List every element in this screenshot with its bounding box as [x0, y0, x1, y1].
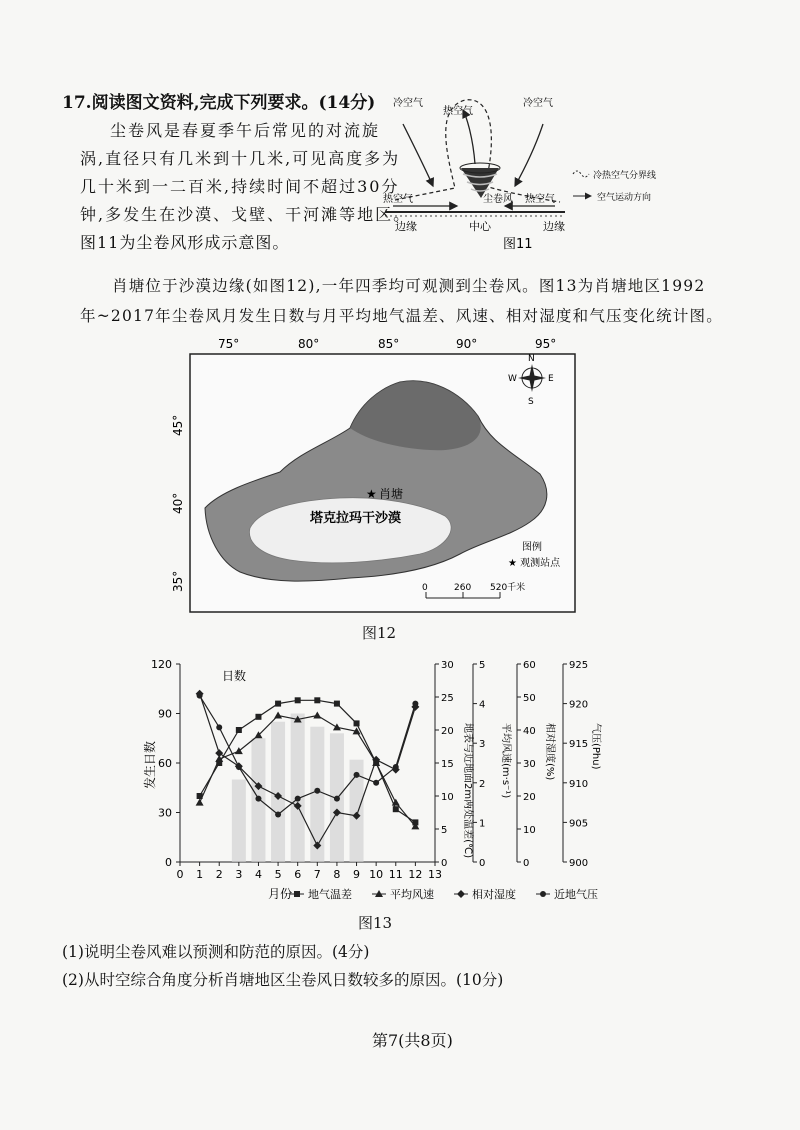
right-tick-label: 25 [441, 693, 454, 704]
right-tick-label: 0 [441, 858, 448, 869]
svg-text:0: 0 [422, 583, 428, 593]
point-3 [275, 811, 281, 817]
lon-95: 95° [535, 337, 557, 351]
svg-text:260: 260 [454, 583, 472, 593]
point-2 [215, 749, 223, 757]
label-hot-left: 热空气 [383, 194, 413, 205]
right-tick-label: 915 [569, 739, 589, 751]
right-tick-label: 925 [569, 660, 589, 671]
right-tick-label: 4 [479, 699, 486, 711]
fig13-caption: 图13 [358, 914, 393, 932]
paragraph-line-1: 肖塘位于沙漠边缘(如图12),一年四季均可观测到尘卷风。图13为肖塘地区1992 [112, 277, 706, 295]
svg-text:N: N [528, 354, 535, 364]
svg-text:520千米: 520千米 [490, 583, 526, 593]
legend-label-3: 近地气压 [554, 888, 598, 901]
lat-45: 45° [171, 414, 185, 436]
point-3 [334, 796, 340, 802]
right-tick-label: 30 [441, 660, 454, 671]
label-dust: 尘卷风 [483, 194, 513, 205]
point-3 [412, 701, 418, 707]
point-3 [197, 693, 203, 699]
point-3 [373, 780, 379, 786]
label-cold-left: 冷空气 [393, 98, 423, 109]
map-legend-item: ★ 观测站点 [508, 558, 561, 569]
station-star: ★ [366, 487, 377, 501]
fig11-diagram [375, 88, 680, 258]
x-tick-label: 4 [254, 868, 262, 881]
left-axis-title: 发生日数 [143, 740, 157, 789]
left-tick-label: 120 [151, 658, 172, 671]
intro-line-3: 几十米到一二百米,持续时间不超过30分 [80, 177, 400, 196]
cold-air-arrow-right [515, 124, 543, 186]
label-edge-left: 边缘 [395, 220, 417, 233]
left-tick-label: 30 [158, 806, 172, 820]
lon-80: 80° [298, 337, 320, 351]
cold-air-arrow-left [403, 124, 433, 186]
station-label: 肖塘 [379, 487, 404, 501]
right-axis-title: 气压(Phu) [590, 723, 601, 770]
point-0 [275, 701, 281, 707]
bar-days [232, 780, 246, 863]
legend-airflow: 空气运动方向 [597, 193, 652, 203]
x-axis-title: 月份 [268, 887, 293, 901]
x-tick-label: 10 [369, 868, 384, 881]
lon-85: 85° [378, 337, 400, 351]
right-axis-title: 地表与近地面2m两处温差(℃) [462, 723, 473, 859]
fig12-map [160, 332, 590, 632]
x-tick-label: 9 [353, 868, 361, 881]
right-tick-label: 910 [569, 778, 589, 790]
desert-label: 塔克拉玛干沙漠 [310, 511, 402, 526]
lon-90: 90° [456, 337, 478, 351]
intro-line-5: 图11为尘卷风形成示意图。 [80, 233, 290, 252]
x-tick-label: 6 [294, 868, 302, 881]
right-axis-title: 平均风速(m·s⁻¹) [500, 723, 511, 799]
legend-marker-3 [540, 891, 546, 897]
point-3 [354, 772, 360, 778]
point-3 [295, 796, 301, 802]
right-tick-label: 5 [441, 825, 448, 836]
right-tick-label: 15 [441, 759, 454, 770]
right-tick-label: 40 [523, 726, 536, 737]
right-tick-label: 2 [479, 778, 486, 790]
label-hot-right: 热空气 [525, 194, 555, 205]
bar-days [291, 714, 305, 863]
svg-text:S: S [528, 397, 534, 407]
label-cold-right: 冷空气 [523, 98, 553, 109]
right-tick-label: 905 [569, 818, 589, 830]
point-0 [236, 727, 242, 733]
point-3 [314, 788, 320, 794]
right-tick-label: 5 [479, 660, 486, 671]
legend-label-2: 相对湿度 [472, 888, 516, 901]
fig12-caption: 图12 [362, 624, 397, 642]
point-0 [393, 806, 399, 812]
point-0 [354, 720, 360, 726]
lon-75: 75° [218, 337, 240, 351]
x-tick-label: 3 [235, 868, 243, 881]
svg-text:W: W [508, 374, 517, 384]
left-tick-label: 60 [158, 757, 172, 770]
intro-line-2: 涡,直径只有几米到十几米,可见高度多为 [80, 149, 401, 168]
right-tick-label: 920 [569, 699, 589, 711]
chart-title: 日数 [222, 669, 247, 683]
sub-question-1: (1)说明尘卷风难以预测和防范的原因。(4分) [62, 943, 370, 961]
rising-air-arrow [463, 110, 475, 164]
left-tick-label: 0 [165, 856, 172, 869]
fig13-chart [140, 652, 620, 912]
page-footer: 第7(共8页) [372, 1031, 453, 1050]
right-tick-label: 30 [523, 759, 536, 770]
svg-text:E: E [548, 374, 554, 384]
point-1 [196, 799, 204, 806]
sub-question-2: (2)从时空综合角度分析肖塘地区尘卷风日数较多的原因。(10分) [62, 971, 504, 989]
right-tick-label: 1 [479, 818, 486, 830]
right-tick-label: 3 [479, 739, 486, 751]
map-legend-title: 图例 [522, 542, 542, 553]
question-header: 17.阅读图文资料,完成下列要求。(14分) [62, 93, 376, 113]
legend-boundary: 冷热空气分界线 [593, 171, 657, 181]
point-3 [393, 764, 399, 770]
point-0 [255, 714, 261, 720]
label-center: 中心 [469, 220, 491, 233]
x-tick-label: 5 [274, 868, 282, 881]
x-tick-label: 11 [388, 868, 403, 881]
right-tick-label: 50 [523, 693, 536, 704]
intro-line-4: 钟,多发生在沙漠、戈壁、干河滩等地区。 [80, 205, 412, 224]
intro-line-1: 尘卷风是春夏季午后常见的对流旋 [110, 121, 381, 140]
fig11-caption: 图11 [503, 237, 533, 252]
point-3 [216, 724, 222, 730]
label-hot-top: 热空气 [443, 106, 473, 117]
point-1 [333, 723, 341, 730]
right-tick-label: 10 [523, 825, 536, 836]
x-tick-label: 8 [333, 868, 341, 881]
paragraph-line-2: 年~2017年尘卷风月发生日数与月平均地气温差、风速、相对湿度和气压变化统计图。 [80, 307, 723, 325]
x-tick-label: 1 [196, 868, 204, 881]
x-tick-label: 13 [428, 868, 442, 881]
legend-marker-0 [294, 891, 300, 897]
point-0 [295, 697, 301, 703]
x-tick-label: 7 [313, 868, 321, 881]
right-tick-label: 900 [569, 858, 589, 869]
label-edge-right: 边缘 [543, 220, 565, 233]
legend-marker-2 [457, 890, 465, 898]
legend-label-1: 平均风速 [390, 888, 434, 901]
right-tick-label: 10 [441, 792, 454, 803]
x-tick-label: 2 [215, 868, 223, 881]
right-axis-title: 相对湿度(%) [544, 723, 555, 781]
right-tick-label: 60 [523, 660, 536, 671]
right-tick-label: 20 [441, 726, 454, 737]
point-3 [255, 796, 261, 802]
right-tick-label: 20 [523, 792, 536, 803]
point-0 [334, 701, 340, 707]
left-tick-label: 90 [158, 707, 172, 721]
lat-40: 40° [171, 492, 185, 514]
lat-35: 35° [171, 570, 185, 592]
point-3 [236, 764, 242, 770]
x-tick-label: 0 [176, 868, 184, 881]
legend-label-0: 地气温差 [308, 888, 352, 901]
point-0 [314, 697, 320, 703]
point-1 [274, 711, 282, 718]
bar-days [271, 722, 285, 862]
taklamakan-basin [249, 498, 451, 563]
x-tick-label: 12 [408, 868, 423, 881]
point-1 [313, 711, 321, 718]
right-tick-label: 0 [479, 858, 486, 869]
right-tick-label: 0 [523, 858, 530, 869]
